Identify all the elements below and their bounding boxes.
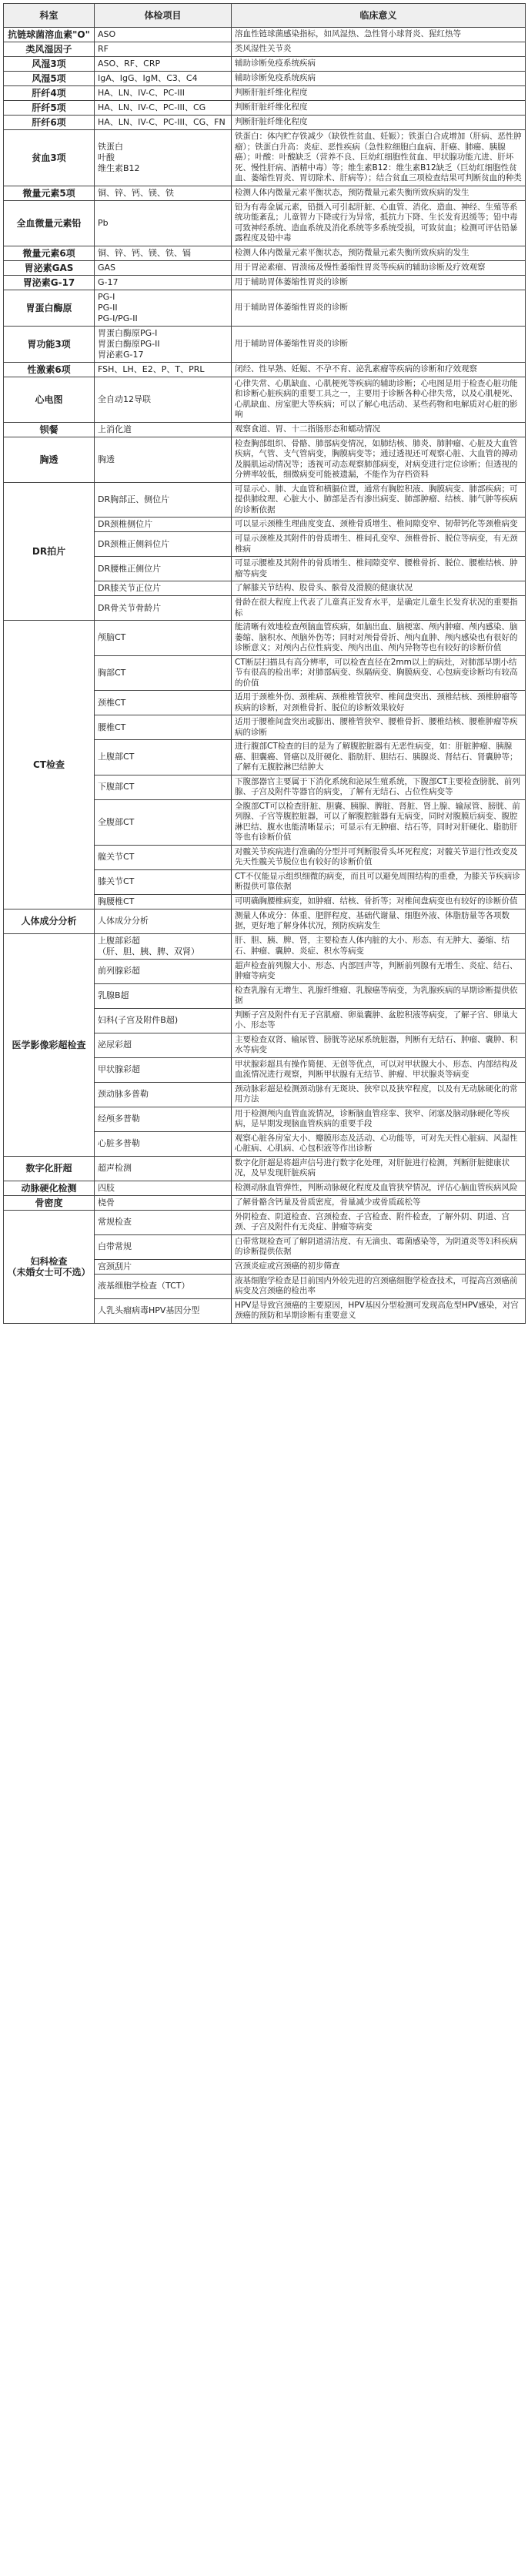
meaning-cell: 进行腹部CT检查的目的是为了解腹腔脏器有无恶性病变，如：肝脏肿瘤、胰腺癌、胆囊癌、肾癌以及肝硬化、脂肪肝、胆结石、胰腺炎、肾结石、肾囊肿等；了解有无腹腔淋巴结肿大: [232, 740, 526, 775]
item-cell: 铜、锌、钙、镁、铁、镉: [95, 246, 232, 260]
meaning-cell: 铁蛋白：体内贮存铁减少（缺铁性贫血、妊娠）；铁蛋白合成增加（肝病、恶性肿瘤）；铁蛋白升高：炎症、恶性疾病（急性粒细胞白血病、肝癌、肺癌、胰腺癌）；叶酸：叶酸缺乏（营养不良、巨幼红细胞性贫血、甲状腺功能亢进、肝坏死、慢性肝病、酒精中毒）等；维生素B12：维生素B12缺乏（巨幼红细胞性贫血、萎缩性胃炎、胃切除术、肝病等）；结合贫血三项检查结果可判断贫血的种类: [232, 130, 526, 186]
table-row: [4, 200, 526, 246]
meaning-cell: 宫颈炎症或宫颈癌的初步筛查: [232, 1259, 526, 1274]
dept-cell: 数字化肝超: [4, 1156, 95, 1181]
item-cell: 甲状腺彩超: [95, 1057, 232, 1082]
item-cell: 液基细胞学检查（TCT）: [95, 1274, 232, 1298]
dept-cell: 类风湿因子: [4, 42, 95, 57]
table-row: [4, 42, 526, 57]
meaning-cell: 了解骨骼含钙量及骨质密度，骨量减少或骨质疏松等: [232, 1195, 526, 1210]
dept-cell: 骨密度: [4, 1195, 95, 1210]
meaning-cell: 检测动脉血管弹性，判断动脉硬化程度及血管狭窄情况，评估心脑血管疾病风险: [232, 1181, 526, 1195]
meaning-cell: 适用于腰椎间盘突出或膨出、腰椎管狭窄、腰椎骨折、腰椎结核、腰椎肿瘤等疾病的诊断: [232, 715, 526, 740]
meaning-cell: 类风湿性关节炎: [232, 42, 526, 57]
meaning-cell: 骨龄在很大程度上代表了儿童真正发育水平，是确定儿童生长发育状况的重要指标: [232, 596, 526, 621]
meaning-cell: 可显示颈椎及其附件的骨质增生、椎间孔变窄、颈椎骨折、脱位等病变，有无颈椎病: [232, 532, 526, 557]
table-row: [4, 260, 526, 275]
dept-cell: 人体成分分析: [4, 909, 95, 933]
item-cell: 膝关节CT: [95, 869, 232, 894]
header-row: [4, 4, 526, 28]
meaning-cell: CT断层扫描具有高分辨率，可以检查直径在2mm以上的病灶，对肺部早期小结节有很高的检出率；对肺部病变、纵隔病变、胸膜病变、心包病变诊断均有较高的价值: [232, 655, 526, 691]
table-row: [4, 377, 526, 422]
table-row: [4, 482, 526, 518]
dept-cell: 肝纤6项: [4, 116, 95, 130]
meaning-cell: 辅助诊断免疫系统疾病: [232, 57, 526, 72]
meaning-cell: 检查乳腺有无增生、乳腺纤维瘤、乳腺癌等病变，为乳腺疾病的早期诊断提供依据: [232, 983, 526, 1008]
item-cell: GAS: [95, 260, 232, 275]
table-row: [4, 116, 526, 130]
item-cell: 人乳头瘤病毒HPV基因分型: [95, 1298, 232, 1323]
dept-cell: 微量元素5项: [4, 186, 95, 200]
item-cell: 髋关节CT: [95, 845, 232, 869]
table-row: [4, 362, 526, 377]
dept-cell: CT检查: [4, 621, 95, 909]
header-dept: 科室: [4, 4, 95, 28]
table-row: [4, 621, 526, 656]
meaning-cell: 全腹部CT可以检查肝脏、胆囊、胰腺、脾脏、肾脏、肾上腺、输尿管、膀胱、前列腺、子宫等腹腔脏器，可以了解腹腔脏器有无病变，同时对腹膜后病变、腹腔淋巴结、腹水也能清晰显示；可显示有无肿瘤、结石等，同时对肝硬化、脂肪肝等也有诊断价值: [232, 799, 526, 845]
item-cell: 上腹部彩超 （肝、胆、胰、脾、双肾）: [95, 933, 232, 959]
meaning-cell: 检测人体内微量元素平衡状态，预防微量元素失衡所致疾病的发生: [232, 246, 526, 260]
item-cell: 前列腺彩超: [95, 959, 232, 983]
item-cell: 颈动脉多普勒: [95, 1082, 232, 1107]
item-cell: DR膝关节正位片: [95, 581, 232, 596]
item-cell: 人体成分分析: [95, 909, 232, 933]
item-cell: DR颈椎正侧斜位片: [95, 532, 232, 557]
meaning-cell: 溶血性链球菌感染指标，如风湿热、急性肾小球肾炎、猩红热等: [232, 28, 526, 42]
table-row: [4, 1181, 526, 1195]
meaning-cell: 观察食道、胃、十二指肠形态和蠕动情况: [232, 422, 526, 437]
table-row: [4, 246, 526, 260]
dept-cell: 胃蛋白酶原: [4, 290, 95, 326]
item-cell: 胸部CT: [95, 655, 232, 691]
item-cell: IgA、IgG、IgM、C3、C4: [95, 72, 232, 86]
item-cell: 上腹部CT: [95, 740, 232, 775]
meaning-cell: 数字化肝超是将超声信号进行数字化处理，对肝脏进行检测，判断肝脏健康状况，及早发现肝脏疾病: [232, 1156, 526, 1181]
item-cell: DR颈椎侧位片: [95, 518, 232, 532]
dept-cell: 肝纤4项: [4, 86, 95, 101]
meaning-cell: 心律失常、心肌缺血、心肌梗死等疾病的辅助诊断；心电图是用于检查心脏功能和诊断心脏疾病的重要工具之一，主要用于诊断各种心律失常，以及心肌梗死、心肌缺血、房室肥大等疾病；可以了解心电活动、某些药物和电解质对心脏的影响: [232, 377, 526, 422]
meaning-cell: 判断子宫及附件有无子宫肌瘤、卵巢囊肿、盆腔积液等病变，了解子宫、卵巢大小、形态等: [232, 1008, 526, 1033]
dept-cell: 性激素6项: [4, 362, 95, 377]
item-cell: 乳腺B超: [95, 983, 232, 1008]
meaning-cell: HPV是导致宫颈癌的主要原因，HPV基因分型检测可发现高危型HPV感染，对宫颈癌的预防和早期诊断有重要意义: [232, 1298, 526, 1323]
meaning-cell: 闭经、性早熟、妊娠、不孕不育、泌乳素瘤等疾病的诊断和疗效观察: [232, 362, 526, 377]
dept-cell: 动脉硬化检测: [4, 1181, 95, 1195]
meaning-cell: 测量人体成分：体重、肥胖程度、基础代谢量、细胞外液、体脂肪量等各项数据，更好地了解身体状况，预防疾病发生: [232, 909, 526, 933]
dept-cell: 胃泌素GAS: [4, 260, 95, 275]
item-cell: ASO: [95, 28, 232, 42]
dept-cell: 心电图: [4, 377, 95, 422]
table-row: [4, 933, 526, 959]
dept-cell: 胃泌素G-17: [4, 275, 95, 290]
health-check-table: [3, 3, 526, 1324]
meaning-cell: 液基细胞学检查是目前国内外较先进的宫颈癌细胞学检查技术，可提高宫颈癌前病变及宫颈癌的检出率: [232, 1274, 526, 1298]
table-row: [4, 186, 526, 200]
item-cell: Pb: [95, 200, 232, 246]
meaning-cell: 下腹部器官主要属于下消化系统和泌尿生殖系统，下腹部CT主要检查膀胱、前列腺、子宫及附件等器官的病变，了解有无结石、占位性病变等: [232, 775, 526, 799]
item-cell: FSH、LH、E2、P、T、PRL: [95, 362, 232, 377]
dept-cell: 微量元素6项: [4, 246, 95, 260]
table-row: [4, 72, 526, 86]
meaning-cell: CT不仅能显示组织细微的病变，而且可以避免周围结构的重叠，为膝关节疾病诊断提供可靠依据: [232, 869, 526, 894]
meaning-cell: 用于辅助胃体萎缩性胃炎的诊断: [232, 326, 526, 362]
meaning-cell: 肝、胆、胰、脾、肾，主要检查人体内脏的大小、形态、有无肿大、萎缩、结石、肿瘤、囊肿、炎症、积水等病变: [232, 933, 526, 959]
table-row: [4, 437, 526, 482]
table-row: [4, 909, 526, 933]
table-row: [4, 101, 526, 116]
item-cell: DR胸部正、侧位片: [95, 482, 232, 518]
item-cell: 常规检查: [95, 1210, 232, 1234]
dept-cell: 医学影像彩超检查: [4, 933, 95, 1156]
table-row: [4, 422, 526, 437]
table-row: [4, 1195, 526, 1210]
dept-cell: 妇科检查 （未婚女士可不选）: [4, 1210, 95, 1323]
item-cell: HA、LN、IV-C、PC-III: [95, 86, 232, 101]
dept-cell: 全血微量元素铅: [4, 200, 95, 246]
item-cell: 泌尿彩超: [95, 1033, 232, 1057]
item-cell: 经颅多普勒: [95, 1107, 232, 1131]
dept-cell: 胃功能3项: [4, 326, 95, 362]
item-cell: 胃蛋白酶原PG-I 胃蛋白酶原PG-II 胃泌素G-17: [95, 326, 232, 362]
table-row: [4, 275, 526, 290]
item-cell: 全自动12导联: [95, 377, 232, 422]
dept-cell: 贫血3项: [4, 130, 95, 186]
header-item: 体检项目: [95, 4, 232, 28]
item-cell: 妇科(子宫及附件B超): [95, 1008, 232, 1033]
item-cell: 桡骨: [95, 1195, 232, 1210]
meaning-cell: 检测人体内微量元素平衡状态，预防微量元素失衡所致疾病的发生: [232, 186, 526, 200]
item-cell: 铁蛋白 叶酸 维生素B12: [95, 130, 232, 186]
item-cell: RF: [95, 42, 232, 57]
item-cell: 宫颈刮片: [95, 1259, 232, 1274]
meaning-cell: 白带常规检查可了解阴道清洁度、有无滴虫、霉菌感染等，为阴道炎等妇科疾病的诊断提供依据: [232, 1234, 526, 1259]
table-row: [4, 86, 526, 101]
item-cell: ASO、RF、CRP: [95, 57, 232, 72]
dept-cell: 抗链球菌溶血素"O": [4, 28, 95, 42]
meaning-cell: 判断肝脏纤维化程度: [232, 116, 526, 130]
meaning-cell: 用于辅助胃体萎缩性胃炎的诊断: [232, 275, 526, 290]
item-cell: 颅脑CT: [95, 621, 232, 656]
item-cell: PG-I PG-II PG-I/PG-II: [95, 290, 232, 326]
table-body: [4, 28, 526, 1324]
meaning-cell: 可明确胸腰椎病变，如肿瘤、结核、骨折等；对椎间盘病变也有较好的诊断价值: [232, 894, 526, 909]
item-cell: 胸腰椎CT: [95, 894, 232, 909]
item-cell: 腰椎CT: [95, 715, 232, 740]
dept-cell: DR拍片: [4, 482, 95, 621]
item-cell: 心脏多普勒: [95, 1131, 232, 1156]
meaning-cell: 辅助诊断免疫系统疾病: [232, 72, 526, 86]
item-cell: 铜、锌、钙、镁、铁: [95, 186, 232, 200]
meaning-cell: 颈动脉彩超是检测颈动脉有无斑块、狭窄以及狭窄程度，以及有无动脉硬化的常用方法: [232, 1082, 526, 1107]
meaning-cell: 可显示腰椎及其附件的骨质增生、椎间隙变窄、腰椎骨折、脱位、腰椎结核、肿瘤等病变: [232, 557, 526, 581]
meaning-cell: 检查胸部组织、骨骼、肺部病变情况，如肺结核、肺炎、肺肿瘤、心脏及大血管疾病，气管、支气管病变，胸膜病变等；通过透视还可观察心脏、大血管的搏动及膈肌运动情况等；透视可动态观察肺部病变，对病变进行定位诊断；但透视的分辨率较低，细微病变可能被遗漏，不能作为存档资料: [232, 437, 526, 482]
item-cell: 四肢: [95, 1181, 232, 1195]
meaning-cell: 观察心脏各房室大小、瓣膜形态及活动、心功能等，可对先天性心脏病、风湿性心脏病、心肌病、心包积液等作出诊断: [232, 1131, 526, 1156]
item-cell: 下腹部CT: [95, 775, 232, 799]
dept-cell: 风湿3项: [4, 57, 95, 72]
item-cell: 胸透: [95, 437, 232, 482]
meaning-cell: 判断肝脏纤维化程度: [232, 86, 526, 101]
meaning-cell: 能清晰有效地检查颅脑血管疾病，如脑出血、脑梗塞、颅内肿瘤、颅内感染、脑萎缩、脑积水、颅脑外伤等；同时对颅骨骨折、颅内血肿、颅内感染也有很好的诊断意义；对颅内占位性病变、颅内出血、颅内异物等也有较好的诊断价值: [232, 621, 526, 656]
item-cell: 白带常规: [95, 1234, 232, 1259]
dept-cell: 风湿5项: [4, 72, 95, 86]
meaning-cell: 主要检查双肾、输尿管、膀胱等泌尿系统脏器，判断有无结石、肿瘤、囊肿、积水等病变: [232, 1033, 526, 1057]
meaning-cell: 判断肝脏纤维化程度: [232, 101, 526, 116]
meaning-cell: 了解膝关节结构、股骨头、髌骨及滑膜的健康状况: [232, 581, 526, 596]
meaning-cell: 适用于颈椎外伤、颈椎病、颈椎椎管狭窄、椎间盘突出、颈椎结核、颈椎肿瘤等疾病的诊断，对颈椎骨折、脱位的诊断效果较好: [232, 691, 526, 715]
table-row: [4, 130, 526, 186]
table-row: [4, 28, 526, 42]
meaning-cell: 可以显示颈椎生理曲度变直、颈椎骨质增生、椎间隙变窄、韧带钙化等颈椎病变: [232, 518, 526, 532]
item-cell: DR骨关节骨龄片: [95, 596, 232, 621]
meaning-cell: 铅为有毒金属元素，铅摄入可引起肝脏、心血管、消化、造血、神经、生殖等系统功能紊乱；儿童智力下降或行为异常，抵抗力下降、生长发育迟缓等；铅中毒可致神经系统、造血系统及消化系统等多系统受损，可致贫血；检测可评估铅暴露程度及铅中毒: [232, 200, 526, 246]
meaning-cell: 用于辅助胃体萎缩性胃炎的诊断: [232, 290, 526, 326]
meaning-cell: 超声检查前列腺大小、形态、内部回声等，判断前列腺有无增生、炎症、结石、肿瘤等病变: [232, 959, 526, 983]
header-meaning: 临床意义: [232, 4, 526, 28]
dept-cell: 钡餐: [4, 422, 95, 437]
meaning-cell: 用于检测颅内血管血流情况，诊断脑血管痉挛、狭窄、闭塞及脑动脉硬化等疾病，是早期发现脑血管疾病的重要手段: [232, 1107, 526, 1131]
item-cell: 颈椎CT: [95, 691, 232, 715]
dept-cell: 胸透: [4, 437, 95, 482]
item-cell: DR腰椎正侧位片: [95, 557, 232, 581]
item-cell: HA、LN、IV-C、PC-III、CG: [95, 101, 232, 116]
item-cell: G-17: [95, 275, 232, 290]
meaning-cell: 甲状腺彩超具有操作简便、无创等优点，可以对甲状腺大小、形态、内部结构及血流情况进行观察，判断甲状腺有无结节、肿瘤、甲状腺炎等病变: [232, 1057, 526, 1082]
item-cell: 全腹部CT: [95, 799, 232, 845]
table-row: [4, 326, 526, 362]
table-row: [4, 1156, 526, 1181]
table-row: [4, 1210, 526, 1234]
item-cell: 超声检测: [95, 1156, 232, 1181]
dept-cell: 肝纤5项: [4, 101, 95, 116]
table-row: [4, 290, 526, 326]
item-cell: 上消化道: [95, 422, 232, 437]
table-row: [4, 57, 526, 72]
meaning-cell: 可显示心、肺、大血管和横膈位置，通常有胸腔积液、胸膜病变、肺部疾病；可提供肺纹理、心脏大小、肺部是否有渗出病变、肺部肿瘤、结核、肺气肿等疾病的诊断依据: [232, 482, 526, 518]
meaning-cell: 外阴检查、阴道检查、宫颈检查、子宫检查、附件检查，了解外阴、阴道、宫颈、子宫及附件有无炎症、肿瘤等病变: [232, 1210, 526, 1234]
item-cell: HA、LN、IV-C、PC-III、CG、FN: [95, 116, 232, 130]
meaning-cell: 用于胃泌素瘤、胃溃疡及慢性萎缩性胃炎等疾病的辅助诊断及疗效观察: [232, 260, 526, 275]
meaning-cell: 对髋关节疾病进行准确的分型并可判断股骨头坏死程度；对髋关节退行性改变及先天性髋关节脱位也有较好的诊断价值: [232, 845, 526, 869]
